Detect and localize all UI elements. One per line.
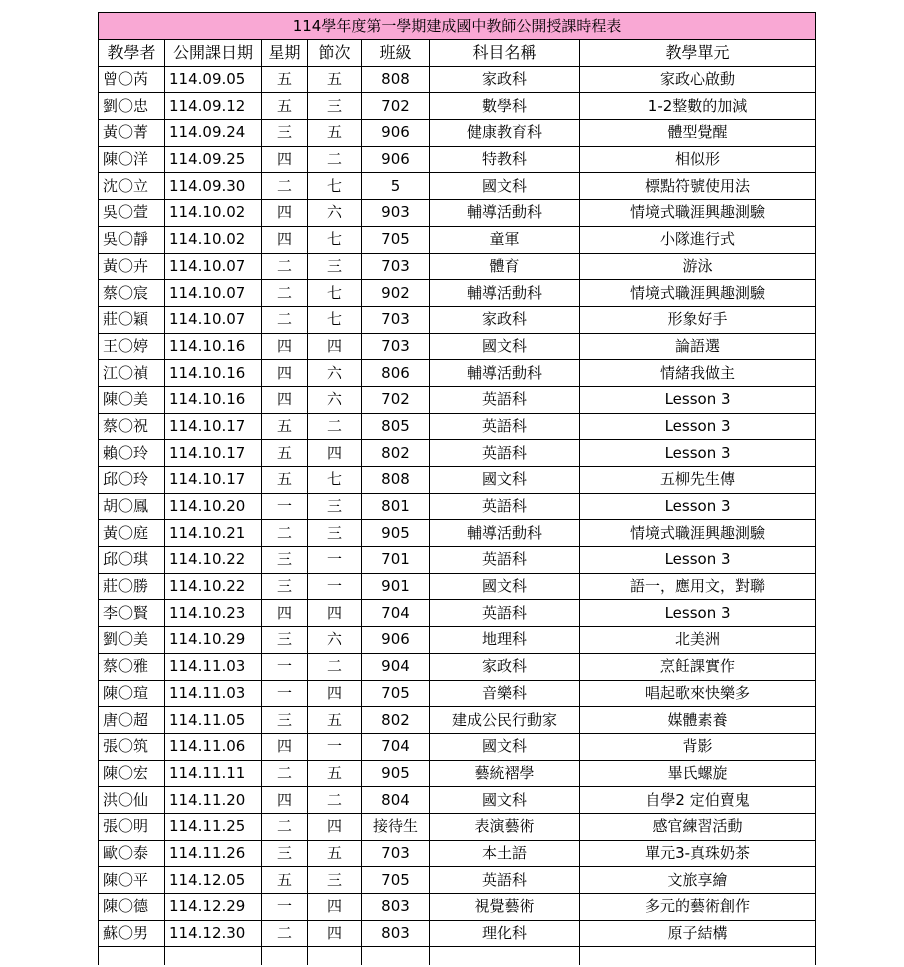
cell-date: 114.11.26 (165, 840, 262, 867)
empty-cell (262, 947, 308, 966)
cell-unit: 感官練習活動 (580, 813, 816, 840)
table-row (99, 226, 816, 253)
cell-weekday: 三 (262, 573, 308, 600)
cell-subject: 家政科 (430, 653, 580, 680)
cell-unit: 原子結構 (580, 920, 816, 947)
cell-weekday: 三 (262, 120, 308, 147)
cell-date: 114.11.03 (165, 680, 262, 707)
cell-teacher: 陳〇宏 (99, 760, 165, 787)
cell-weekday: 三 (262, 707, 308, 734)
cell-class: 701 (362, 547, 430, 574)
cell-period: 七 (308, 173, 362, 200)
table-row (99, 760, 816, 787)
cell-unit: Lesson 3 (580, 493, 816, 520)
cell-subject: 國文科 (430, 733, 580, 760)
cell-subject: 英語科 (430, 547, 580, 574)
cell-teacher: 吳〇萱 (99, 200, 165, 227)
cell-teacher: 黃〇菁 (99, 120, 165, 147)
empty-cell (99, 947, 165, 966)
cell-teacher: 劉〇美 (99, 627, 165, 654)
cell-date: 114.11.03 (165, 653, 262, 680)
cell-unit: 烹飪課實作 (580, 653, 816, 680)
cell-date: 114.10.20 (165, 493, 262, 520)
table-row (99, 653, 816, 680)
cell-weekday: 二 (262, 813, 308, 840)
cell-date: 114.10.02 (165, 226, 262, 253)
cell-teacher: 張〇筑 (99, 733, 165, 760)
cell-teacher: 蔡〇祝 (99, 413, 165, 440)
cell-weekday: 二 (262, 760, 308, 787)
cell-subject: 英語科 (430, 867, 580, 894)
cell-unit: 背影 (580, 733, 816, 760)
cell-subject: 輔導活動科 (430, 280, 580, 307)
cell-date: 114.11.20 (165, 787, 262, 814)
empty-cell (165, 947, 262, 966)
cell-unit: 自學2 定伯賣鬼 (580, 787, 816, 814)
cell-period: 七 (308, 467, 362, 494)
cell-teacher: 蘇〇男 (99, 920, 165, 947)
table-row (99, 333, 816, 360)
cell-subject: 英語科 (430, 600, 580, 627)
cell-period: 五 (308, 120, 362, 147)
table-row (99, 120, 816, 147)
table-row (99, 413, 816, 440)
cell-weekday: 二 (262, 253, 308, 280)
cell-unit: 單元3-真珠奶茶 (580, 840, 816, 867)
cell-date: 114.10.02 (165, 200, 262, 227)
table-row (99, 253, 816, 280)
cell-date: 114.10.17 (165, 467, 262, 494)
cell-period: 五 (308, 66, 362, 93)
cell-unit: 情緒我做主 (580, 360, 816, 387)
cell-unit: 標點符號使用法 (580, 173, 816, 200)
cell-unit: 體型覺醒 (580, 120, 816, 147)
cell-period: 六 (308, 627, 362, 654)
cell-class: 905 (362, 520, 430, 547)
header-teacher: 教學者 (99, 40, 165, 67)
cell-subject: 家政科 (430, 66, 580, 93)
cell-teacher: 洪〇仙 (99, 787, 165, 814)
cell-teacher: 陳〇平 (99, 867, 165, 894)
table-row (99, 894, 816, 921)
cell-date: 114.10.16 (165, 333, 262, 360)
table-row (99, 66, 816, 93)
cell-period: 三 (308, 520, 362, 547)
cell-date: 114.10.29 (165, 627, 262, 654)
cell-teacher: 張〇明 (99, 813, 165, 840)
cell-period: 一 (308, 547, 362, 574)
table-row (99, 600, 816, 627)
cell-period: 四 (308, 894, 362, 921)
cell-date: 114.10.07 (165, 253, 262, 280)
cell-subject: 英語科 (430, 493, 580, 520)
cell-teacher: 蔡〇雅 (99, 653, 165, 680)
cell-period: 六 (308, 386, 362, 413)
cell-date: 114.10.22 (165, 547, 262, 574)
cell-teacher: 曾〇芮 (99, 66, 165, 93)
cell-teacher: 劉〇忠 (99, 93, 165, 120)
cell-subject: 輔導活動科 (430, 360, 580, 387)
cell-class: 803 (362, 920, 430, 947)
cell-teacher: 胡〇鳳 (99, 493, 165, 520)
cell-unit: 畢氏螺旋 (580, 760, 816, 787)
cell-date: 114.12.29 (165, 894, 262, 921)
cell-class: 803 (362, 894, 430, 921)
cell-subject: 音樂科 (430, 680, 580, 707)
cell-period: 三 (308, 493, 362, 520)
cell-subject: 健康教育科 (430, 120, 580, 147)
cell-period: 五 (308, 760, 362, 787)
cell-date: 114.12.30 (165, 920, 262, 947)
cell-class: 804 (362, 787, 430, 814)
cell-subject: 國文科 (430, 333, 580, 360)
cell-date: 114.09.05 (165, 66, 262, 93)
cell-class: 703 (362, 306, 430, 333)
cell-class: 901 (362, 573, 430, 600)
cell-subject: 國文科 (430, 573, 580, 600)
cell-teacher: 沈〇立 (99, 173, 165, 200)
cell-weekday: 二 (262, 280, 308, 307)
cell-weekday: 三 (262, 547, 308, 574)
cell-unit: 情境式職涯興趣測驗 (580, 200, 816, 227)
cell-period: 四 (308, 680, 362, 707)
cell-class: 704 (362, 733, 430, 760)
cell-period: 二 (308, 653, 362, 680)
cell-period: 六 (308, 360, 362, 387)
cell-unit: 文旅享繪 (580, 867, 816, 894)
cell-subject: 英語科 (430, 440, 580, 467)
table-row (99, 440, 816, 467)
cell-class: 906 (362, 627, 430, 654)
empty-cell (308, 947, 362, 966)
cell-teacher: 陳〇德 (99, 894, 165, 921)
cell-date: 114.10.23 (165, 600, 262, 627)
cell-period: 四 (308, 333, 362, 360)
cell-date: 114.10.07 (165, 306, 262, 333)
cell-subject: 國文科 (430, 787, 580, 814)
cell-period: 五 (308, 840, 362, 867)
cell-unit: Lesson 3 (580, 386, 816, 413)
cell-period: 三 (308, 867, 362, 894)
cell-period: 一 (308, 573, 362, 600)
cell-period: 二 (308, 787, 362, 814)
cell-teacher: 黃〇庭 (99, 520, 165, 547)
cell-weekday: 五 (262, 467, 308, 494)
cell-unit: 論語選 (580, 333, 816, 360)
cell-unit: 情境式職涯興趣測驗 (580, 280, 816, 307)
empty-cell (580, 947, 816, 966)
cell-class: 906 (362, 120, 430, 147)
cell-subject: 童軍 (430, 226, 580, 253)
table-row (99, 93, 816, 120)
cell-subject: 表演藝術 (430, 813, 580, 840)
cell-class: 903 (362, 200, 430, 227)
cell-teacher: 陳〇美 (99, 386, 165, 413)
header-period: 節次 (308, 40, 362, 67)
table-row (99, 306, 816, 333)
cell-weekday: 四 (262, 600, 308, 627)
cell-teacher: 江〇禎 (99, 360, 165, 387)
cell-unit: 家政心啟動 (580, 66, 816, 93)
cell-weekday: 四 (262, 226, 308, 253)
table-row (99, 280, 816, 307)
cell-unit: 媒體素養 (580, 707, 816, 734)
cell-date: 114.11.05 (165, 707, 262, 734)
table-row (99, 920, 816, 947)
header-date: 公開課日期 (165, 40, 262, 67)
cell-class: 802 (362, 440, 430, 467)
cell-date: 114.10.16 (165, 386, 262, 413)
table-row (99, 360, 816, 387)
cell-period: 七 (308, 280, 362, 307)
cell-weekday: 二 (262, 920, 308, 947)
cell-weekday: 二 (262, 173, 308, 200)
cell-date: 114.10.16 (165, 360, 262, 387)
cell-unit: 五柳先生傳 (580, 467, 816, 494)
cell-weekday: 四 (262, 200, 308, 227)
cell-teacher: 歐〇泰 (99, 840, 165, 867)
cell-date: 114.11.06 (165, 733, 262, 760)
cell-class: 702 (362, 93, 430, 120)
cell-date: 114.11.25 (165, 813, 262, 840)
header-class: 班級 (362, 40, 430, 67)
cell-class: 906 (362, 146, 430, 173)
cell-teacher: 莊〇穎 (99, 306, 165, 333)
header-row (99, 40, 816, 67)
cell-weekday: 四 (262, 386, 308, 413)
cell-subject: 本土語 (430, 840, 580, 867)
cell-date: 114.11.11 (165, 760, 262, 787)
cell-teacher: 王〇婷 (99, 333, 165, 360)
cell-period: 四 (308, 813, 362, 840)
cell-period: 四 (308, 920, 362, 947)
empty-cell (362, 947, 430, 966)
cell-weekday: 四 (262, 146, 308, 173)
cell-class: 801 (362, 493, 430, 520)
cell-class: 703 (362, 840, 430, 867)
cell-subject: 國文科 (430, 467, 580, 494)
sheet-title: 114學年度第一學期建成國中教師公開授課時程表 (99, 13, 816, 40)
cell-unit: 相似形 (580, 146, 816, 173)
cell-weekday: 三 (262, 627, 308, 654)
table-row (99, 493, 816, 520)
cell-class: 904 (362, 653, 430, 680)
cell-subject: 輔導活動科 (430, 520, 580, 547)
cell-weekday: 五 (262, 413, 308, 440)
cell-subject: 特教科 (430, 146, 580, 173)
cell-weekday: 五 (262, 93, 308, 120)
cell-period: 七 (308, 306, 362, 333)
empty-row (99, 947, 816, 966)
cell-period: 七 (308, 226, 362, 253)
cell-class: 5 (362, 173, 430, 200)
table-row (99, 173, 816, 200)
cell-subject: 家政科 (430, 306, 580, 333)
header-weekday: 星期 (262, 40, 308, 67)
empty-cell (430, 947, 580, 966)
table-row (99, 547, 816, 574)
cell-weekday: 四 (262, 360, 308, 387)
cell-subject: 地理科 (430, 627, 580, 654)
table-row (99, 867, 816, 894)
cell-class: 905 (362, 760, 430, 787)
cell-class: 705 (362, 680, 430, 707)
table-row (99, 680, 816, 707)
table-row (99, 787, 816, 814)
cell-class: 802 (362, 707, 430, 734)
cell-period: 五 (308, 707, 362, 734)
cell-unit: 多元的藝術創作 (580, 894, 816, 921)
cell-subject: 英語科 (430, 413, 580, 440)
cell-date: 114.10.17 (165, 413, 262, 440)
table-row (99, 200, 816, 227)
cell-unit: 小隊進行式 (580, 226, 816, 253)
cell-unit: Lesson 3 (580, 413, 816, 440)
header-unit: 教學單元 (580, 40, 816, 67)
cell-unit: Lesson 3 (580, 440, 816, 467)
cell-date: 114.12.05 (165, 867, 262, 894)
cell-subject: 理化科 (430, 920, 580, 947)
cell-subject: 體育 (430, 253, 580, 280)
cell-weekday: 三 (262, 840, 308, 867)
cell-teacher: 黃〇卉 (99, 253, 165, 280)
table-row (99, 520, 816, 547)
cell-period: 四 (308, 440, 362, 467)
cell-weekday: 一 (262, 894, 308, 921)
cell-subject: 視覺藝術 (430, 894, 580, 921)
cell-date: 114.10.07 (165, 280, 262, 307)
cell-class: 704 (362, 600, 430, 627)
cell-date: 114.09.24 (165, 120, 262, 147)
cell-class: 705 (362, 867, 430, 894)
cell-class: 806 (362, 360, 430, 387)
cell-weekday: 五 (262, 66, 308, 93)
table-row (99, 467, 816, 494)
cell-subject: 數學科 (430, 93, 580, 120)
cell-period: 二 (308, 413, 362, 440)
cell-class: 808 (362, 66, 430, 93)
cell-class: 703 (362, 333, 430, 360)
cell-teacher: 唐〇超 (99, 707, 165, 734)
cell-teacher: 李〇賢 (99, 600, 165, 627)
cell-class: 705 (362, 226, 430, 253)
cell-weekday: 五 (262, 440, 308, 467)
header-subject: 科目名稱 (430, 40, 580, 67)
cell-period: 三 (308, 253, 362, 280)
cell-teacher: 吳〇靜 (99, 226, 165, 253)
cell-class: 702 (362, 386, 430, 413)
cell-weekday: 四 (262, 787, 308, 814)
cell-period: 四 (308, 600, 362, 627)
cell-teacher: 陳〇洋 (99, 146, 165, 173)
cell-class: 805 (362, 413, 430, 440)
cell-teacher: 賴〇玲 (99, 440, 165, 467)
table-row (99, 146, 816, 173)
cell-subject: 建成公民行動家 (430, 707, 580, 734)
cell-date: 114.10.21 (165, 520, 262, 547)
cell-weekday: 一 (262, 680, 308, 707)
cell-unit: 唱起歌來快樂多 (580, 680, 816, 707)
cell-subject: 藝統褶學 (430, 760, 580, 787)
cell-subject: 國文科 (430, 173, 580, 200)
cell-weekday: 四 (262, 333, 308, 360)
table-body (99, 66, 816, 965)
cell-teacher: 邱〇玲 (99, 467, 165, 494)
table-row (99, 386, 816, 413)
cell-weekday: 二 (262, 306, 308, 333)
cell-period: 六 (308, 200, 362, 227)
cell-class: 808 (362, 467, 430, 494)
cell-weekday: 四 (262, 733, 308, 760)
cell-period: 一 (308, 733, 362, 760)
cell-weekday: 五 (262, 867, 308, 894)
cell-teacher: 莊〇勝 (99, 573, 165, 600)
cell-teacher: 陳〇瑄 (99, 680, 165, 707)
cell-weekday: 二 (262, 520, 308, 547)
cell-weekday: 一 (262, 493, 308, 520)
schedule-table (98, 12, 816, 965)
cell-subject: 輔導活動科 (430, 200, 580, 227)
cell-teacher: 邱〇琪 (99, 547, 165, 574)
table-row (99, 573, 816, 600)
cell-unit: Lesson 3 (580, 600, 816, 627)
cell-period: 二 (308, 146, 362, 173)
cell-unit: Lesson 3 (580, 547, 816, 574)
cell-weekday: 一 (262, 653, 308, 680)
cell-class: 902 (362, 280, 430, 307)
cell-unit: 語一，應用文，對聯 (580, 573, 816, 600)
cell-unit: 情境式職涯興趣測驗 (580, 520, 816, 547)
cell-period: 三 (308, 93, 362, 120)
table-row (99, 627, 816, 654)
cell-subject: 英語科 (430, 386, 580, 413)
cell-date: 114.10.17 (165, 440, 262, 467)
cell-unit: 北美洲 (580, 627, 816, 654)
table-row (99, 733, 816, 760)
cell-unit: 形象好手 (580, 306, 816, 333)
cell-unit: 游泳 (580, 253, 816, 280)
cell-teacher: 蔡〇宸 (99, 280, 165, 307)
cell-class: 接待生 (362, 813, 430, 840)
table-row (99, 840, 816, 867)
cell-date: 114.09.30 (165, 173, 262, 200)
cell-class: 703 (362, 253, 430, 280)
table-row (99, 813, 816, 840)
cell-date: 114.09.25 (165, 146, 262, 173)
table-row (99, 707, 816, 734)
cell-unit: 1-2整數的加減 (580, 93, 816, 120)
cell-date: 114.10.22 (165, 573, 262, 600)
cell-date: 114.09.12 (165, 93, 262, 120)
